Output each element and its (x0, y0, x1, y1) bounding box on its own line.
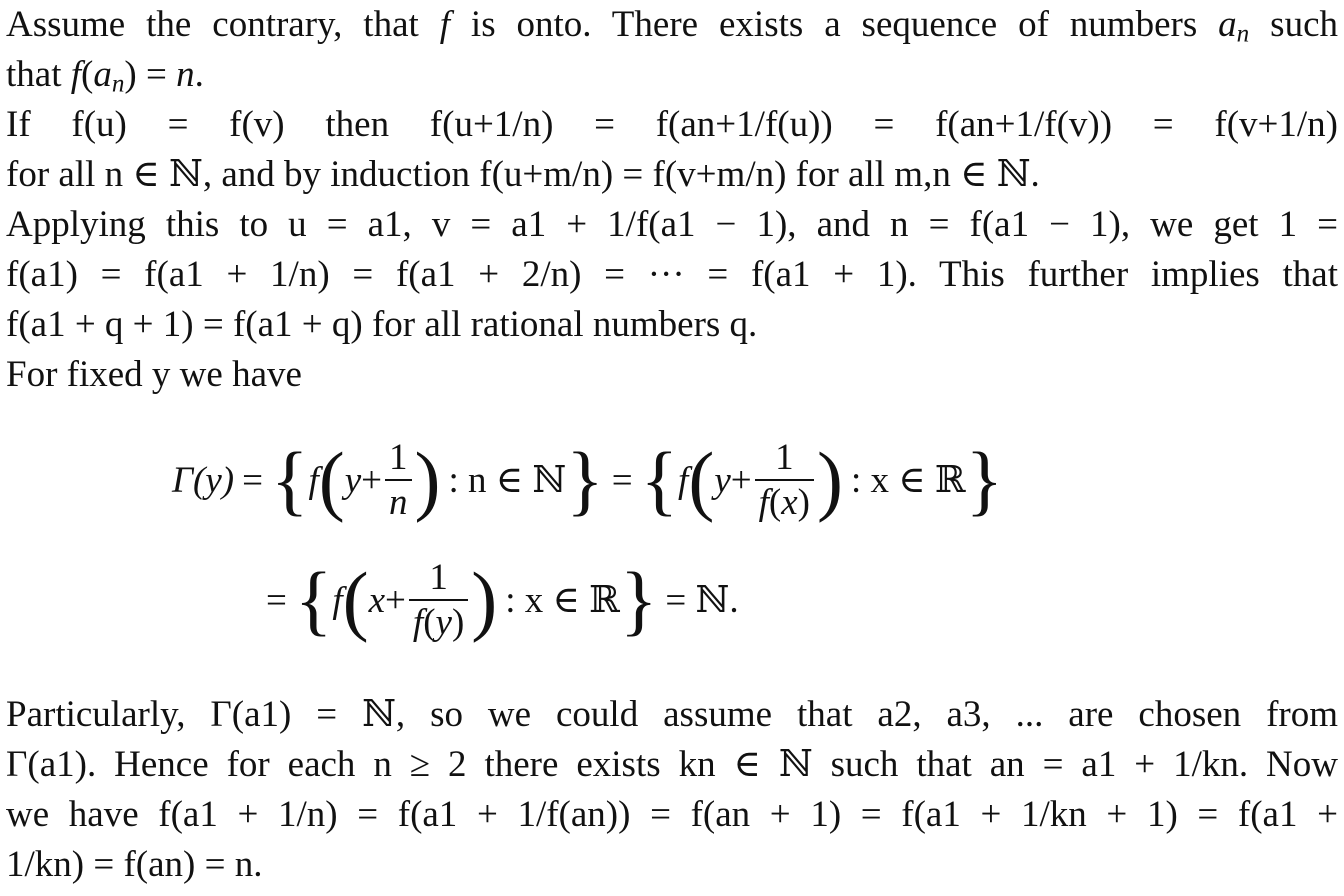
text-line-12: 1/kn) = f(an) = n. (6, 844, 263, 885)
left-paren: ( (318, 436, 345, 523)
right-brace: } (566, 436, 604, 523)
left-brace: { (271, 436, 309, 523)
text-line-10: Γ(a1). Hence for each n ≥ 2 there exists kn ∈ ℕ such that an = a1 + 1/kn. Now (6, 744, 1338, 785)
left-paren: ( (688, 436, 715, 523)
left-paren: ( (342, 556, 369, 643)
left-brace: { (640, 436, 679, 523)
text-line-8: For fixed y we have (6, 354, 302, 395)
gamma-of-y: Γ(y) (172, 459, 235, 501)
right-brace: } (619, 556, 658, 643)
text-line-1: Assume the contrary, that f is onto. There exists a sequence of numbers $a_n$ such (6, 4, 1338, 48)
text-line-11: we have f(a1 + 1/n) = f(a1 + 1/f(an)) = f(an + 1) = f(a1 + 1/kn + 1) = f(a1 + (6, 794, 1338, 835)
display-equation-row-1: Γ(y) = { f ( y + $\frac{1}{n}$ ) : n ∈ ℕ } = { f ( y + $\frac{1}{f(x)}$ ) : x ∈ ℝ } (172, 436, 1004, 523)
right-paren: ) (414, 436, 441, 523)
equals-naturals: = ℕ. (665, 580, 739, 621)
fraction-one-over-f-y: $\frac{1}{f(y)}$ (409, 559, 468, 641)
display-equation-row-2: = { f ( x + $\frac{1}{f(y)}$ ) : x ∈ ℝ } = ℕ. (266, 556, 739, 643)
right-paren: ) (817, 436, 843, 523)
text-line-7: f(a1 + q + 1) = f(a1 + q) for all rational numbers q. (6, 304, 758, 345)
right-brace: } (965, 436, 1004, 523)
text-line-4: for all n ∈ ℕ, and by induction f(u+m/n) = f(v+m/n) for all m,n ∈ ℕ. (6, 154, 1040, 195)
text-line-2: that $f(a_n) = n$. (6, 54, 204, 98)
set-condition-x: : x ∈ ℝ (850, 460, 966, 501)
text-line-3: If f(u) = f(v) then f(u+1/n) = f(an+1/f(u)) = f(an+1/f(v)) = f(v+1/n) (6, 104, 1338, 145)
text-line-5: Applying this to u = a1, v = a1 + 1/f(a1 − 1), and n = f(a1 − 1), we get 1 = (6, 204, 1338, 245)
text-line-6: f(a1) = f(a1 + 1/n) = f(a1 + 2/n) = ··· = f(a1 + 1). This further implies that (6, 254, 1338, 295)
right-paren: ) (471, 556, 498, 643)
left-brace: { (294, 556, 333, 643)
text-line-9: Particularly, Γ(a1) = ℕ, so we could assume that a2, a3, ... are chosen from (6, 694, 1338, 735)
set-condition-n: : n ∈ ℕ (448, 460, 567, 501)
fraction-one-over-f-x: $\frac{1}{f(x)}$ (755, 439, 814, 521)
set-condition-x: : x ∈ ℝ (505, 580, 620, 621)
fraction-one-over-n: $\frac{1}{n}$ (385, 439, 412, 521)
